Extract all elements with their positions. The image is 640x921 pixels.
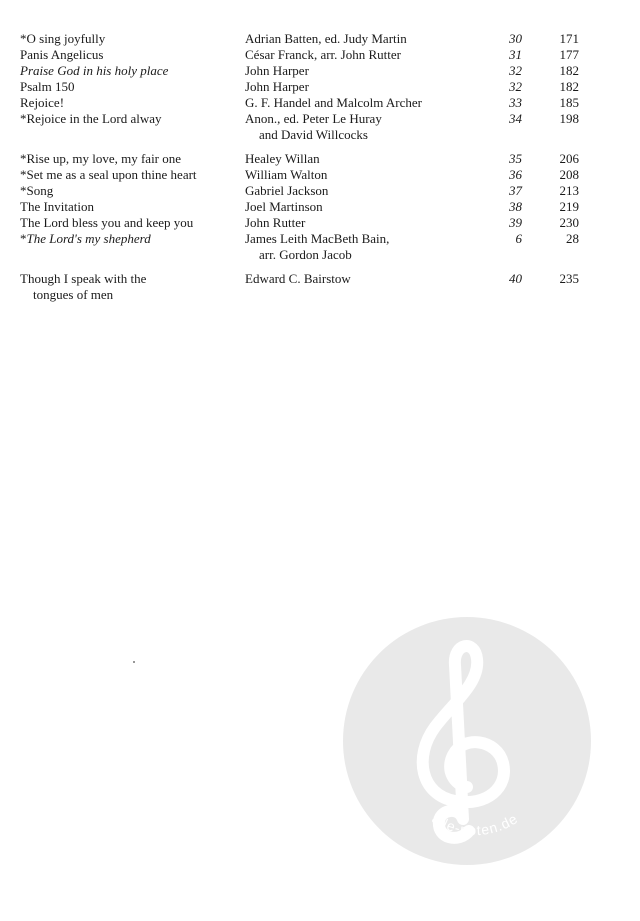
entry-composer — [245, 95, 485, 111]
entry-composer — [245, 79, 485, 95]
entry-composer-text: John Rutter — [245, 215, 306, 230]
toc-entry — [20, 79, 620, 95]
entry-number: 36 — [509, 167, 522, 182]
entry-number: 35 — [509, 151, 522, 166]
entry-page-number: 208 — [559, 167, 579, 182]
entry-composer-text: Adrian Batten, ed. Judy Martin — [245, 31, 407, 46]
toc-entry — [20, 31, 620, 47]
entry-composer — [245, 215, 485, 231]
asterisk-mark: * — [20, 183, 27, 198]
stray-dot — [133, 661, 135, 663]
asterisk-mark: * — [20, 151, 27, 166]
asterisk-mark: * — [20, 167, 27, 182]
entry-composer-continuation: arr. Gordon Jacob — [259, 247, 352, 262]
entry-composer — [245, 47, 485, 63]
entry-number: 40 — [509, 271, 522, 286]
entry-title — [20, 199, 240, 215]
entry-composer-text: James Leith MacBeth Bain, — [245, 231, 390, 246]
asterisk-mark: * — [20, 231, 27, 246]
entry-composer — [245, 231, 485, 263]
entry-page-number: 185 — [559, 95, 579, 110]
treble-clef-icon — [343, 617, 591, 865]
entry-composer-text: John Harper — [245, 79, 309, 94]
entry-number: 38 — [509, 199, 522, 214]
entry-number: 30 — [509, 31, 522, 46]
entry-composer — [245, 167, 485, 183]
entry-title — [20, 111, 240, 127]
entry-title — [20, 63, 240, 79]
toc-entry — [20, 167, 620, 183]
entry-page-number: 177 — [559, 47, 579, 62]
entry-title — [20, 31, 240, 47]
entry-title-text: O sing joyfully — [26, 31, 106, 46]
entry-title-text: Rise up, my love, my fair one — [26, 151, 182, 166]
entry-title — [20, 47, 240, 63]
entry-page-number: 171 — [559, 31, 579, 46]
entry-composer-text: Gabriel Jackson — [245, 183, 329, 198]
entry-composer-text: G. F. Handel and Malcolm Archer — [245, 95, 422, 110]
entry-number: 39 — [509, 215, 522, 230]
toc-entry — [20, 111, 620, 143]
entry-page-number: 213 — [559, 183, 579, 198]
asterisk-mark: * — [20, 31, 27, 46]
watermark-text: alle-noten.de — [429, 810, 521, 839]
toc-entry — [20, 231, 620, 263]
entry-title-text: Psalm 150 — [20, 79, 75, 94]
toc-entry — [20, 271, 620, 303]
entry-composer — [245, 111, 485, 143]
table-of-contents — [20, 31, 620, 303]
watermark-logo — [343, 617, 591, 865]
entry-composer-text: William Walton — [245, 167, 328, 182]
entry-title-text: The Lord's my shepherd — [26, 231, 151, 246]
entry-composer — [245, 31, 485, 47]
entry-composer — [245, 183, 485, 199]
entry-page-number: 206 — [559, 151, 579, 166]
entry-composer-text: César Franck, arr. John Rutter — [245, 47, 401, 62]
asterisk-mark: * — [20, 111, 27, 126]
entry-number: 31 — [509, 47, 522, 62]
entry-number: 6 — [515, 231, 522, 246]
entry-composer-text: John Harper — [245, 63, 309, 78]
entry-composer — [245, 271, 485, 287]
entry-title — [20, 183, 240, 199]
entry-composer — [245, 151, 485, 167]
entry-number: 37 — [509, 183, 522, 198]
entry-composer-text: Joel Martinson — [245, 199, 323, 214]
entry-title — [20, 151, 240, 167]
toc-entry — [20, 183, 620, 199]
toc-entry — [20, 151, 620, 167]
entry-composer-text: Edward C. Bairstow — [245, 271, 351, 286]
entry-title-text: Though I speak with the — [20, 271, 147, 286]
entry-title — [20, 95, 240, 111]
entry-number: 33 — [509, 95, 522, 110]
entry-title-text: Praise God in his holy place — [20, 63, 169, 78]
entry-composer-text: Anon., ed. Peter Le Huray — [245, 111, 382, 126]
entry-number: 34 — [509, 111, 522, 126]
entry-page-number: 230 — [559, 215, 579, 230]
entry-title — [20, 167, 240, 183]
entry-page-number: 28 — [566, 231, 579, 246]
toc-entry — [20, 63, 620, 79]
entry-title — [20, 215, 240, 231]
entry-title-continuation: tongues of men — [33, 287, 114, 302]
toc-entry — [20, 47, 620, 63]
entry-page-number: 198 — [559, 111, 579, 126]
entry-title-text: Song — [26, 183, 54, 198]
entry-page-number: 182 — [559, 63, 579, 78]
entry-page-number: 235 — [559, 271, 579, 286]
entry-title-text: Set me as a seal upon thine heart — [26, 167, 197, 182]
entry-number: 32 — [509, 79, 522, 94]
entry-title-text: The Invitation — [20, 199, 95, 214]
entry-composer-text: Healey Willan — [245, 151, 320, 166]
entry-composer — [245, 199, 485, 215]
entry-composer — [245, 63, 485, 79]
entry-title — [20, 231, 240, 247]
entry-page-number: 182 — [559, 79, 579, 94]
entry-title-text: Panis Angelicus — [20, 47, 104, 62]
entry-title — [20, 79, 240, 95]
toc-entry — [20, 199, 620, 215]
entry-title-text: Rejoice in the Lord alway — [26, 111, 162, 126]
toc-entry — [20, 215, 620, 231]
toc-entry — [20, 95, 620, 111]
entry-title — [20, 271, 240, 303]
entry-number: 32 — [509, 63, 522, 78]
entry-composer-continuation: and David Willcocks — [259, 127, 368, 142]
entry-page-number: 219 — [559, 199, 579, 214]
entry-title-text: Rejoice! — [20, 95, 65, 110]
entry-title-text: The Lord bless you and keep you — [20, 215, 194, 230]
